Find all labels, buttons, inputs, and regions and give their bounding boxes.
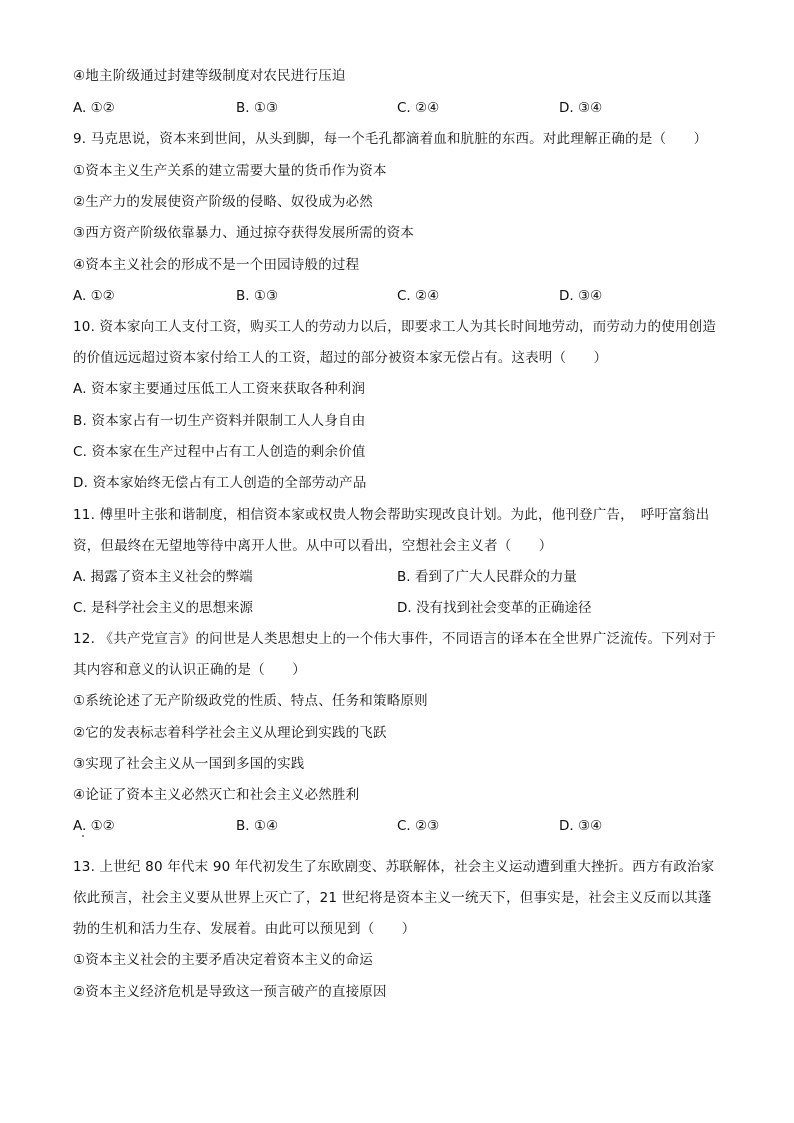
q8-statement-4: ④地主阶级通过封建等级制度对农民进行压迫 — [73, 68, 346, 84]
q13-stem-line-2: 依此预言，社会主义要从世界上灭亡了，21 世纪将是资本主义一统天下，但事实是，社会主义反而以其蓬 — [73, 890, 712, 906]
q12-stem-line-1: 12. 《共产党宣言》的问世是人类思想史上的一个伟大事件，不同语言的译本在全世界广泛流传。下列对于 — [73, 631, 717, 647]
q8-option-b[interactable]: B. ①③ — [236, 100, 279, 116]
stray-dot — [82, 835, 84, 837]
q13-statement-2: ②资本主义经济危机是导致这一预言破产的直接原因 — [73, 984, 387, 1000]
q8-options — [73, 98, 733, 118]
q8-option-c[interactable]: C. ②④ — [397, 100, 440, 116]
q12-option-c[interactable]: C. ②③ — [397, 818, 440, 834]
q12-option-b[interactable]: B. ①④ — [236, 818, 279, 834]
q12-option-a[interactable]: A. ①② — [73, 818, 115, 834]
q12-statement-3: ③实现了社会主义从一国到多国的实践 — [73, 756, 305, 772]
q10-option-d[interactable]: D. 资本家始终无偿占有工人创造的全部劳动产品 — [73, 475, 367, 491]
q10-option-a[interactable]: A. 资本家主要通过压低工人工资来获取各种利润 — [73, 381, 366, 397]
q11-options-row-1 — [73, 567, 733, 587]
q9-stem: 9. 马克思说，资本来到世间，从头到脚，每一个毛孔都滴着血和肮脏的东西。对此理解正确的是（ ） — [73, 131, 708, 147]
q13-statement-1: ①资本主义社会的主要矛盾决定着资本主义的命运 — [73, 952, 374, 968]
q13-stem-line-1: 13. 上世纪 80 年代末 90 年代初发生了东欧剧变、苏联解体，社会主义运动遭到重大挫折。西方有政治家 — [73, 859, 715, 875]
q11-option-d[interactable]: D. 没有找到社会变革的正确途径 — [397, 600, 592, 616]
q10-option-c[interactable]: C. 资本家在生产过程中占有工人创造的剩余价值 — [73, 444, 366, 460]
q11-options-row-2 — [73, 598, 733, 618]
q10-option-b[interactable]: B. 资本家占有一切生产资料并限制工人人身自由 — [73, 413, 366, 429]
q10-stem-line-2: 的价值远远超过资本家付给工人的工资，超过的部分被资本家无偿占有。这表明（ ） — [73, 350, 608, 366]
q9-statement-1: ①资本主义生产关系的建立需要大量的货币作为资本 — [73, 163, 387, 179]
q9-statement-4: ④资本主义社会的形成不是一个田园诗般的过程 — [73, 257, 360, 273]
q11-stem-line-2: 资，但最终在无望地等待中离开人世。从中可以看出，空想社会主义者（ ） — [73, 538, 553, 554]
q9-statement-3: ③西方资产阶级依靠暴力、通过掠夺获得发展所需的资本 — [73, 225, 415, 241]
q9-option-b[interactable]: B. ①③ — [236, 288, 279, 304]
q12-statement-2: ②它的发表标志着科学社会主义从理论到实践的飞跃 — [73, 725, 387, 741]
q11-option-a[interactable]: A. 揭露了资本主义社会的弊端 — [73, 569, 253, 585]
q9-option-c[interactable]: C. ②④ — [397, 288, 440, 304]
q11-stem-line-1: 11. 傅里叶主张和谐制度，相信资本家或权贵人物会帮助实现改良计划。为此，他刊登广告， 呼吁富翁出 — [73, 507, 710, 523]
q12-statement-4: ④论证了资本主义必然灭亡和社会主义必然胜利 — [73, 787, 360, 803]
q8-option-d[interactable]: D. ③④ — [559, 100, 603, 116]
q9-options — [73, 286, 733, 306]
q8-option-a[interactable]: A. ①② — [73, 100, 115, 116]
q12-option-d[interactable]: D. ③④ — [559, 818, 603, 834]
q9-option-d[interactable]: D. ③④ — [559, 288, 603, 304]
q12-stem-line-2: 其内容和意义的认识正确的是（ ） — [73, 662, 306, 678]
q12-options — [73, 816, 733, 836]
q12-statement-1: ①系统论述了无产阶级政党的性质、特点、任务和策略原则 — [73, 693, 428, 709]
q9-statement-2: ②生产力的发展使资产阶级的侵略、奴役成为必然 — [73, 194, 374, 210]
q11-option-b[interactable]: B. 看到了广大人民群众的力量 — [397, 569, 577, 585]
q10-stem-line-1: 10. 资本家向工人支付工资，购买工人的劳动力以后，即要求工人为其长时间地劳动，而劳动力的使用创造 — [73, 319, 717, 335]
q13-stem-line-3: 勃的生机和活力生存、发展着。由此可以预见到（ ） — [73, 921, 416, 937]
q9-option-a[interactable]: A. ①② — [73, 288, 115, 304]
q11-option-c[interactable]: C. 是科学社会主义的思想来源 — [73, 600, 254, 616]
